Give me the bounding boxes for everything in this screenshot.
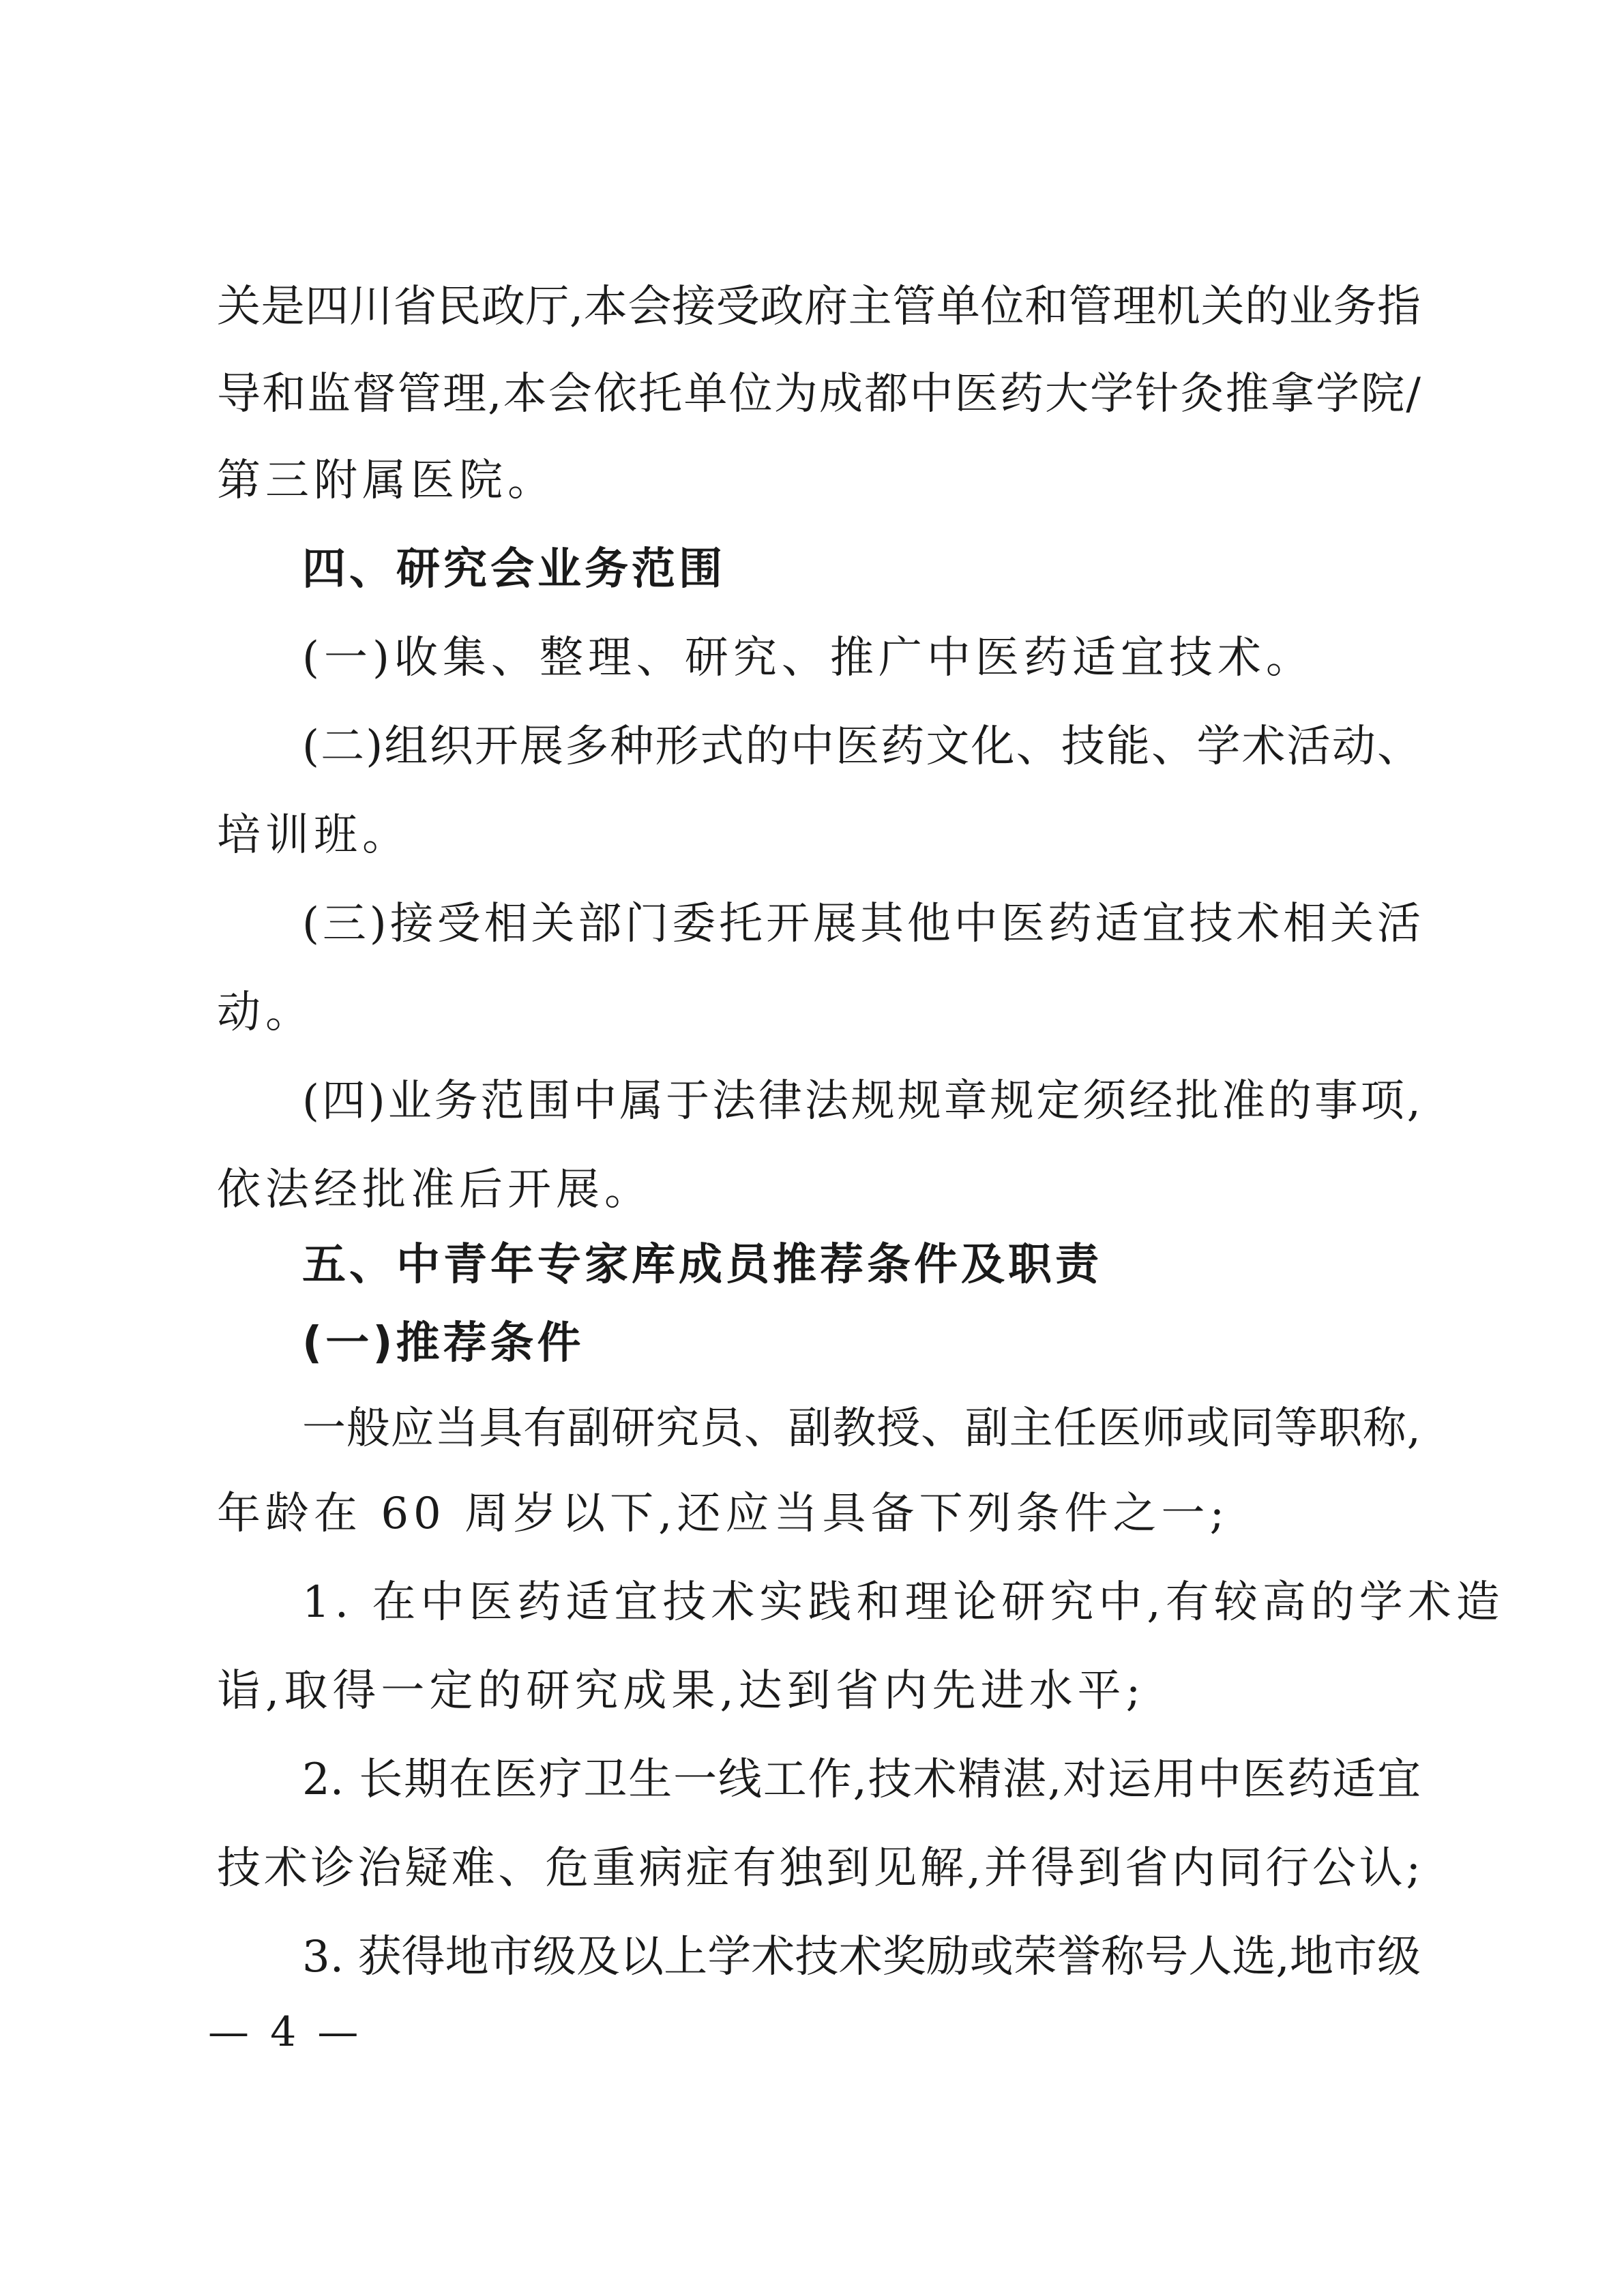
condition-2-line-2: 技术诊治疑难、危重病症有独到见解,并得到省内同行公认; bbox=[217, 1843, 1421, 1894]
list-item-3-continued: 动。 bbox=[217, 987, 314, 1038]
list-item-4: (四)业务范围中属于法律法规规章规定须经批准的事项, bbox=[302, 1076, 1421, 1127]
condition-1-line-2: 诣,取得一定的研究成果,达到省内先进水平; bbox=[217, 1666, 1146, 1716]
paragraph-line-3: 第三附属医院。 bbox=[217, 456, 556, 506]
paragraph-line-1: 关是四川省民政厅,本会接受政府主管单位和管理机关的业务指 bbox=[217, 282, 1421, 332]
list-item-2-continued: 培训班。 bbox=[217, 810, 411, 861]
list-item-3: (三)接受相关部门委托开展其他中医药适宜技术相关活 bbox=[302, 899, 1421, 949]
section-heading-5: 五、中青年专家库成员推荐条件及职责 bbox=[302, 1240, 1102, 1290]
conditions-paragraph-line-1: 一般应当具有副研究员、副教授、副主任医师或同等职称, bbox=[302, 1403, 1421, 1454]
subheading-recommendation-conditions: (一)推荐条件 bbox=[302, 1318, 585, 1369]
page-number: — 4 — bbox=[208, 2008, 363, 2056]
paragraph-line-2: 导和监督管理,本会依托单位为成都中医药大学针灸推拿学院/ bbox=[217, 369, 1421, 419]
condition-3-line-1: 3. 获得地市级及以上学术技术奖励或荣誉称号人选,地市级 bbox=[302, 1932, 1421, 1982]
list-item-1: (一)收集、整理、研究、推广中医药适宜技术。 bbox=[302, 633, 1314, 683]
list-item-4-continued: 依法经批准后开展。 bbox=[217, 1165, 653, 1215]
condition-2-line-1: 2. 长期在医疗卫生一线工作,技术精湛,对运用中医药适宜 bbox=[302, 1755, 1421, 1805]
conditions-paragraph-line-2: 年龄在 60 周岁以下,还应当具备下列条件之一; bbox=[217, 1489, 1230, 1539]
condition-1-line-1: 1. 在中医药适宜技术实践和理论研究中,有较高的学术造 bbox=[302, 1577, 1505, 1628]
section-heading-4: 四、研究会业务范围 bbox=[302, 544, 726, 595]
list-item-2: (二)组织开展多种形式的中医药文化、技能、学术活动、 bbox=[302, 721, 1421, 772]
